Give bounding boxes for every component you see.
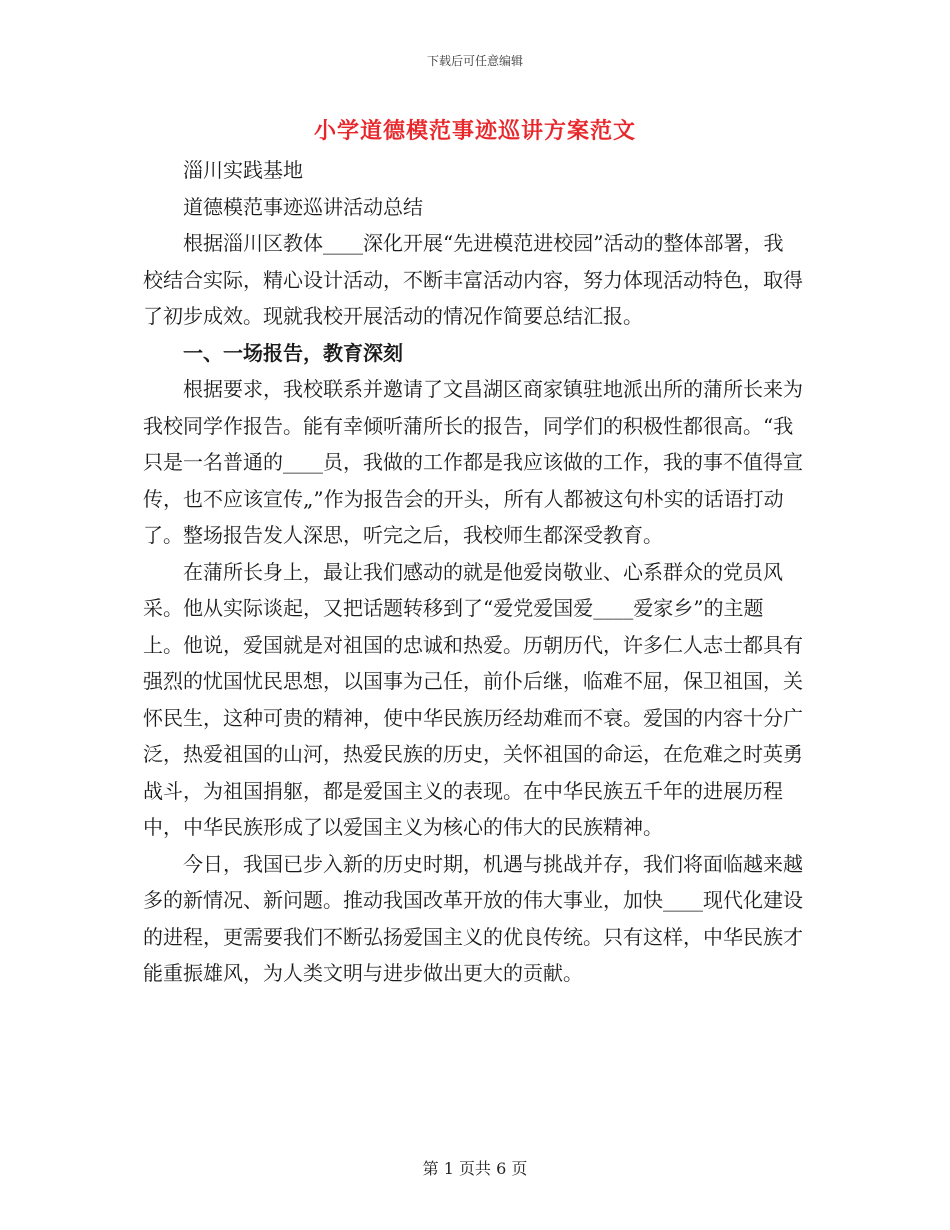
document-body (143, 152, 803, 992)
document-title: 小学道德模范事迹巡讲方案范文 (313, 118, 636, 144)
paragraph-report: 根据要求，我校联系并邀请了文昌湖区商家镇驻地派出所的蒲所长来为我校同学作报告。能有幸倾听蒲所长的报告，同学们的积极性都很高。“我只是一名普通的____员，我做的工作都是我应该做的工作，我的事不值得宣传，也不应该宣传„”作为报告会的开头，所有人都被这句朴实的话语打动了。整场报告发人深思，听完之后，我校师生都深受教育。 (143, 377, 803, 547)
paragraph-location: 淄川实践基地 (183, 158, 303, 182)
paragraph-subtitle: 道德模范事迹巡讲活动总结 (183, 194, 423, 219)
paragraph-patriotism: 在蒲所长身上，最让我们感动的就是他爱岗敬业、心系群众的党员风采。他从实际谈起，又把话题转移到了“爱党爱国爱____爱家乡”的主题上。他说，爱国就是对祖国的忠诚和热爱。历朝历代，许多仁人志士都具有强烈的忧国忧民思想，以国事为己任，前仆后继，临难不屈，保卫祖国，关怀民生，这种可贵的精神，使中华民族历经劫难而不衰。爱国的内容十分广泛，热爱祖国的山河，热爱民族的历史，关怀祖国的命运，在危难之时英勇战斗，为祖国捐躯，都是爱国主义的表现。在中华民族五千年的进展历程中，中华民族形成了以爱国主义为核心的伟大的民族精神。 (143, 559, 803, 839)
page-footer: 第 1 页共 6 页 (422, 1159, 528, 1178)
page-header: 下载后可任意编辑 (426, 54, 523, 68)
section-heading: 一、一场报告，教育深刻 (183, 340, 403, 365)
paragraph-today: 今日，我国已步入新的历史时期，机遇与挑战并存，我们将面临越来越多的新情况、新问题。推动我国改革开放的伟大事业，加快____现代化建设的进程，更需要我们不断弘扬爱国主义的优良传统。只有这样，中华民族才能重振雄风，为人类文明与进步做出更大的贡献。 (143, 851, 803, 985)
paragraph-intro: 根据淄川区教体____深化开展“先进模范进校园”活动的整体部署，我校结合实际，精心设计活动，不断丰富活动内容，努力体现活动特色，取得了初步成效。现就我校开展活动的情况作简要总结汇报。 (143, 231, 803, 328)
